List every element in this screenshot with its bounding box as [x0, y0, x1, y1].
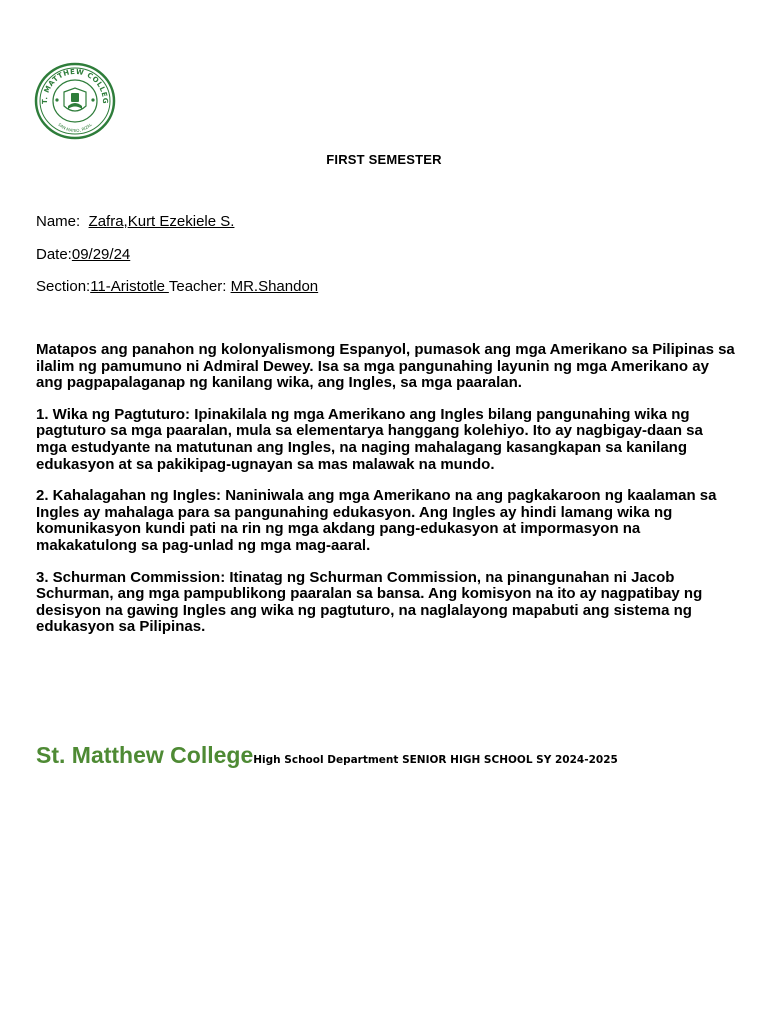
footer [36, 742, 618, 769]
section-field [36, 278, 318, 295]
point-3-paragraph: 3. Schurman Commission: Itinatag ng Schurman Commission, na pinangunahan ni Jacob Schurman, ang mga pampublikong paaralan sa bansa. Ang komisyon na ito ay nagpatibay ng desisyon na gawing Ingles ang wika ng pagtuturo, na naglalayong mapabuti ang sistema ng edukasyon sa Pilipinas. [36, 568, 703, 636]
teacher-label: Teacher: [168, 278, 227, 295]
first-name-value: Kurt Ezekiele S. [127, 213, 235, 230]
last-name-value: Zafra [88, 213, 124, 230]
footer-college-name: St. Matthew College [36, 742, 254, 768]
point-1-paragraph: 1. Wika ng Pagtuturo: Ipinakilala ng mga Amerikano ang Ingles bilang pangunahing wika ng pagtuturo sa mga paaralan, mula sa elementarya hanggang kolehiyo. Ito ay nagbigay-daan sa mga estudyante na matutunan ang Ingles, na naging mahalagang kasangkapan sa kanilang edukasyon at sa pakikipag-ugnayan sa mas malawak na mundo. [36, 405, 703, 473]
college-seal-logo [34, 62, 116, 140]
date-label: Date: [36, 246, 72, 263]
section-value: 11-Aristotle [90, 278, 169, 295]
intro-paragraph: Matapos ang panahon ng kolonyalismong Espanyol, pumasok ang mga Amerikano sa Pilipinas sa ilalim ng pamumuno ni Admiral Dewey. Isa sa mga pangunahing layunin ng mga Amerikano ay ang pagpapalaganap ng kanilang wika, ang Ingles, sa mga paaralan. [36, 341, 735, 392]
name-comma: , [123, 213, 128, 230]
svg-text:ST. MATTHEW COLLEGE: T. MATTHEW COLLEG [40, 67, 110, 105]
section-label: Section: [36, 278, 91, 295]
date-value: 09/29/24 [71, 246, 131, 263]
point-2-paragraph: 2. Kahalagahan ng Ingles: Naniniwala ang mga Amerikano na ang pagkakaroon ng kaalaman sa Ingles ay mahalaga para sa pangunahing edukasyon. Ang Ingles ay hindi lamang wika ng komunikasyon kundi pati na rin ng mga akdang pang-edukasyon at impormasyon na makakatulong sa pag-unlad ng mga mag-aaral. [36, 487, 717, 554]
date-field [36, 246, 130, 263]
name-label: Name: [36, 213, 81, 230]
page-title: FIRST SEMESTER [326, 152, 442, 167]
svg-text:SAN MATEO, RIZAL: SAN MATEO, RIZAL [57, 121, 93, 134]
teacher-value: MR.Shandon [230, 278, 319, 295]
footer-department: High School Department SENIOR HIGH SCHOOL SY 2024-2025 [253, 754, 618, 766]
name-field [36, 213, 234, 230]
essay-body [36, 342, 736, 651]
